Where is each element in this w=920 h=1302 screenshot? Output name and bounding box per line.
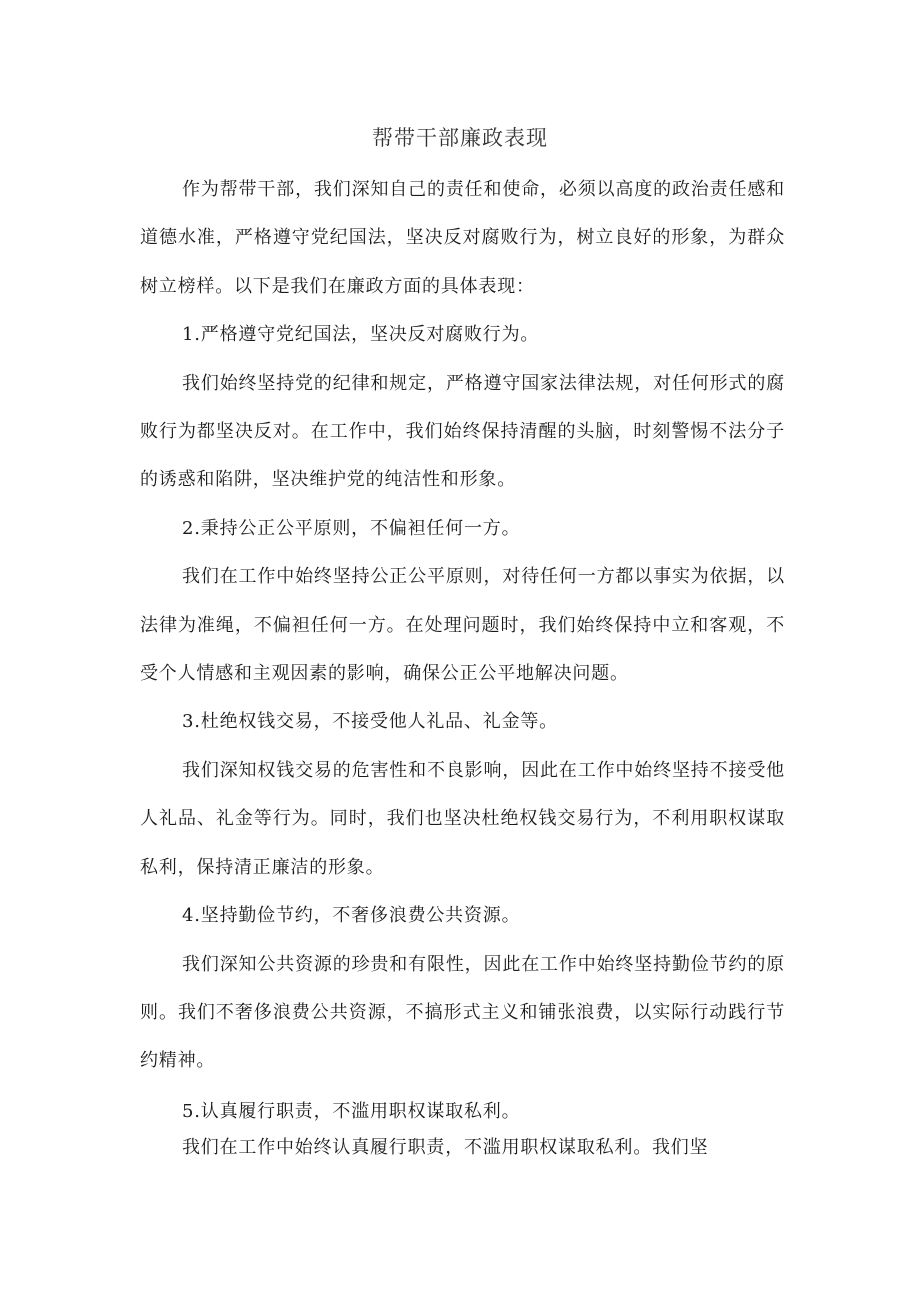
section-4-heading: 4.坚持勤俭节约，不奢侈浪费公共资源。 xyxy=(182,905,521,927)
section-5-heading: 5.认真履行职责，不滥用职权谋取私利。 xyxy=(182,1100,521,1122)
section-3-text: 我们深知权钱交易的危害性和不良影响，因此在工作中始终坚持不接受他人礼品、礼金等行为。同时，我们也坚决杜绝权钱交易行为，不利用职权谋取私利，保持清正廉洁的形象。 xyxy=(140,759,785,878)
intro-paragraph: 作为帮带干部，我们深知自己的责任和使命，必须以高度的政治责任感和道德水准，严格遵守党纪国法，坚决反对腐败行为，树立良好的形象，为群众树立榜样。以下是我们在廉政方面的具体表现： xyxy=(140,179,785,297)
section-5-text: 我们在工作中始终认真履行职责，不滥用职权谋取私利。我们坚 xyxy=(182,1136,709,1158)
section-1-heading: 1.严格遵守党纪国法，坚决反对腐败行为。 xyxy=(182,324,540,346)
document-body xyxy=(140,166,785,1166)
section-2-text: 我们在工作中始终坚持公正公平原则，对待任何一方都以事实为依据，以法律为准绳，不偏袒任何一方。在处理问题时，我们始终保持中立和客观，不受个人情感和主观因素的影响，确保公正公平地解决问题。 xyxy=(140,566,785,685)
section-2-heading: 2.秉持公正公平原则，不偏袒任何一方。 xyxy=(182,517,521,539)
section-4-text: 我们深知公共资源的珍贵和有限性，因此在工作中始终坚持勤俭节约的原则。我们不奢侈浪费公共资源，不搞形式主义和铺张浪费，以实际行动践行节约精神。 xyxy=(140,953,785,1072)
section-3-heading: 3.杜绝权钱交易，不接受他人礼品、礼金等。 xyxy=(182,711,558,733)
section-1-text: 我们始终坚持党的纪律和规定，严格遵守国家法律法规，对任何形式的腐败行为都坚决反对。在工作中，我们始终保持清醒的头脑，时刻警惕不法分子的诱惑和陷阱，坚决维护党的纯洁性和形象。 xyxy=(140,372,785,491)
document-title: 帮带干部廉政表现 xyxy=(372,126,548,150)
